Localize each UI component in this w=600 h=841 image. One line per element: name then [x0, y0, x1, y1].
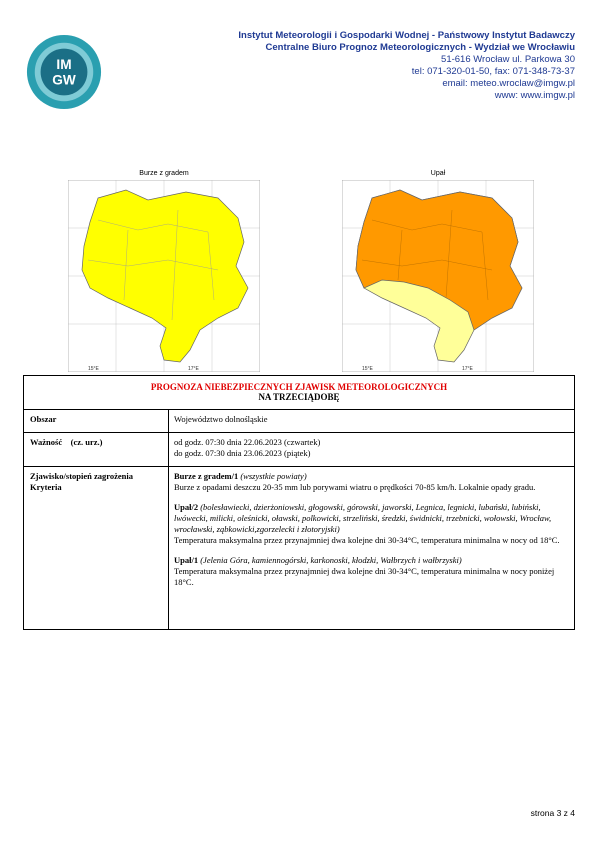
row-waznosc	[24, 432, 574, 467]
table-title: PROGNOZA NIEBEZPIECZNYCH ZJAWISK METEOROLOGICZNYCH	[150, 382, 448, 392]
map-label-x2: 17°E	[462, 366, 473, 372]
header-email: email: meteo.wroclaw@imgw.pl	[442, 78, 575, 89]
header-line-2: Centralne Biuro Prognoz Meteorologicznych - Wydział we Wrocławiu	[265, 42, 575, 53]
waznosc-unit: (cz. urz.)	[70, 437, 103, 447]
waznosc-to: do godz. 07:30 dnia 23.06.2023 (piątek)	[174, 448, 311, 458]
warning-burze: Burze z gradem/1 (wszystkie powiaty) Burze z opadami deszczu 20-35 mm lub porywami wiatru o prędkości 70-85 km/h. Lokalnie opady gradu.	[174, 471, 536, 492]
institute-header	[238, 30, 575, 102]
row-obszar	[24, 409, 574, 433]
row-zjawisko	[24, 466, 574, 629]
map-label-x1: 15°E	[362, 366, 373, 372]
header-line-1: Instytut Meteorologii i Gospodarki Wodnej - Państwowy Instytut Badawczy	[238, 30, 575, 41]
header-address: 51-616 Wrocław ul. Parkowa 30	[441, 54, 575, 65]
header-phone: tel: 071-320-01-50, fax: 071-348-73-37	[411, 66, 575, 77]
map-title-burze: Burze z gradem	[139, 170, 189, 177]
waznosc-from: od godz. 07:30 dnia 22.06.2023 (czwartek)	[174, 437, 321, 447]
waznosc-label: Ważność (cz. urz.)	[30, 437, 103, 447]
page-number: strona 3 z 4	[530, 808, 575, 818]
svg-text:IM: IM	[56, 57, 72, 73]
map-title-upal: Upał	[430, 170, 446, 177]
table-subtitle: NA TRZECIĄDOBĘ	[258, 392, 340, 402]
imgw-logo	[25, 33, 103, 111]
warning-upal-1: Upał/1 (Jelenia Góra, kamiennogórski, karkonoski, kłodzki, Wałbrzych i wałbrzyski) Temperatura maksymalna przez przynajmniej dwa kolejne dni 30-34°C, temperatura minimalna w nocy poniżej 18°C.	[174, 555, 555, 587]
map-label-x2: 17°E	[188, 366, 199, 372]
warnings-list	[174, 471, 568, 597]
map-burze	[68, 180, 260, 372]
map-label-x1: 15°E	[88, 366, 99, 372]
kryteria-label: Kryteria	[30, 482, 62, 492]
waznosc-value	[174, 437, 568, 459]
header-www: www: www.imgw.pl	[494, 90, 575, 101]
obszar-label: Obszar	[30, 414, 57, 424]
map-upal	[342, 180, 534, 372]
zjawisko-label: Zjawisko/stopień zagrożenia Kryteria	[30, 471, 134, 492]
warning-table	[23, 375, 575, 630]
warning-upal-2: Upał/2 (bolesławiecki, dzierżoniowski, głogowski, górowski, jaworski, Legnica, legnicki, lubański, lubiński, lwówecki, milicki, oleśnicki, oławski, polkowicki, strzeliński, średzki, świdnicki, trzebnicki, wołowski, Wrocław, wrocławski, ząbkowicki,zgorzelecki i złotoryjski) Temperatura maksymalna przez przynajmniej dwa kolejne dni 30-34°C, temperatura minimalna w nocy od 18°C.	[174, 502, 560, 545]
svg-text:GW: GW	[52, 72, 76, 88]
obszar-value: Województwo dolnośląskie	[174, 414, 268, 424]
